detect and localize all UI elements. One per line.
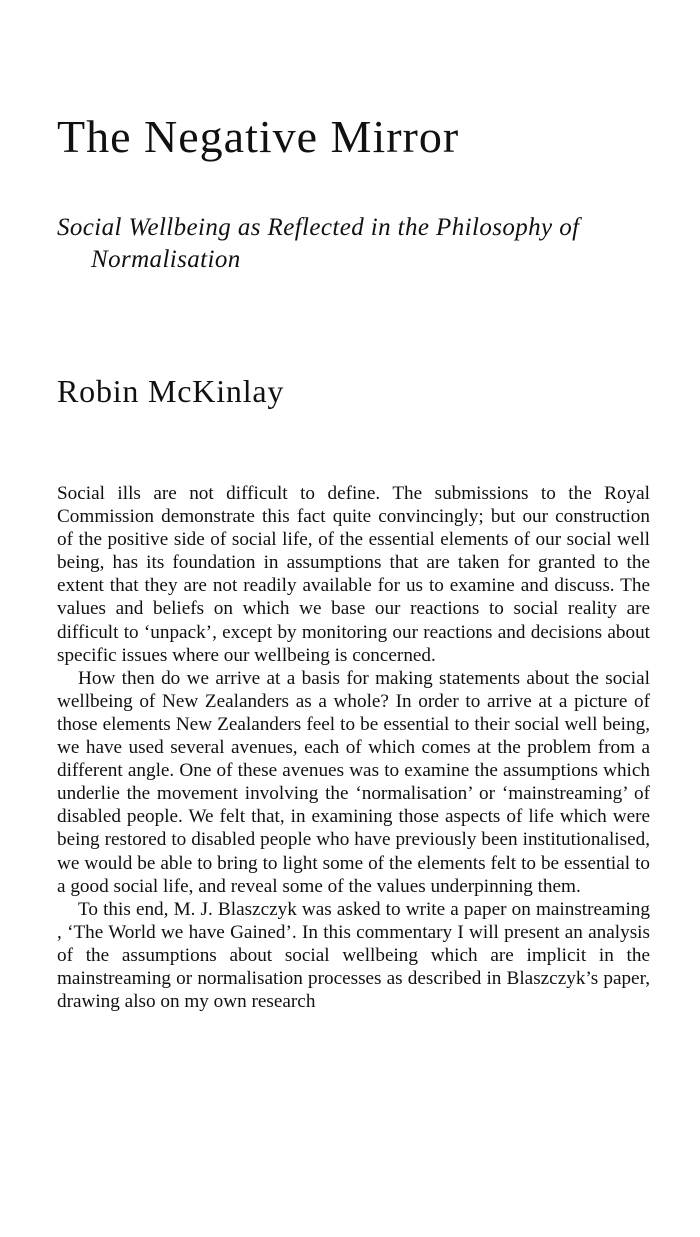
body-paragraph: How then do we arrive at a basis for making statements about the social wellbeing of New Zealanders as a whole? In order to arrive at a picture of those elements New Zealanders feel to be essential to their social well being, we have used several avenues, each of which comes at the problem from a different angle. One of these avenues was to examine the assumptions which underlie the movement involving the ‘normalisation’ or ‘mainstreaming’ of disabled people. We felt that, in examining those aspects of life which were being restored to disabled people who have previously been institutionalised, we would be able to bring to light some of the elements felt to be essential to a good social life, and reveal some of the values underpinning them. [57, 667, 650, 897]
body-paragraph: To this end, M. J. Blaszczyk was asked to write a paper on mainstreaming , ‘The World we have Gained’. In this commentary I will present an analysis of the assumptions about social wellbeing which are implicit in the mainstreaming or normalisation processes as described in Blaszczyk’s paper, drawing also on my own research [57, 898, 650, 1013]
author-name: Robin McKinlay [57, 373, 285, 409]
article-body [57, 482, 650, 1013]
body-paragraph: Social ills are not difficult to define. The submissions to the Royal Commission demonstrate this fact quite convincingly; but our construction of the positive side of social life, of the essential elements of our social well being, has its foundation in assumptions that are taken for granted to the extent that they are not readily available for us to examine and discuss. The values and beliefs on which we base our reactions to social reality are difficult to ‘unpack’, except by monitoring our reactions and decisions about specific issues where our wellbeing is concerned. [57, 483, 650, 666]
article-title: The Negative Mirror [57, 111, 460, 162]
article-subtitle: Social Wellbeing as Reflected in the Philosophy of Normalisation [57, 214, 580, 273]
